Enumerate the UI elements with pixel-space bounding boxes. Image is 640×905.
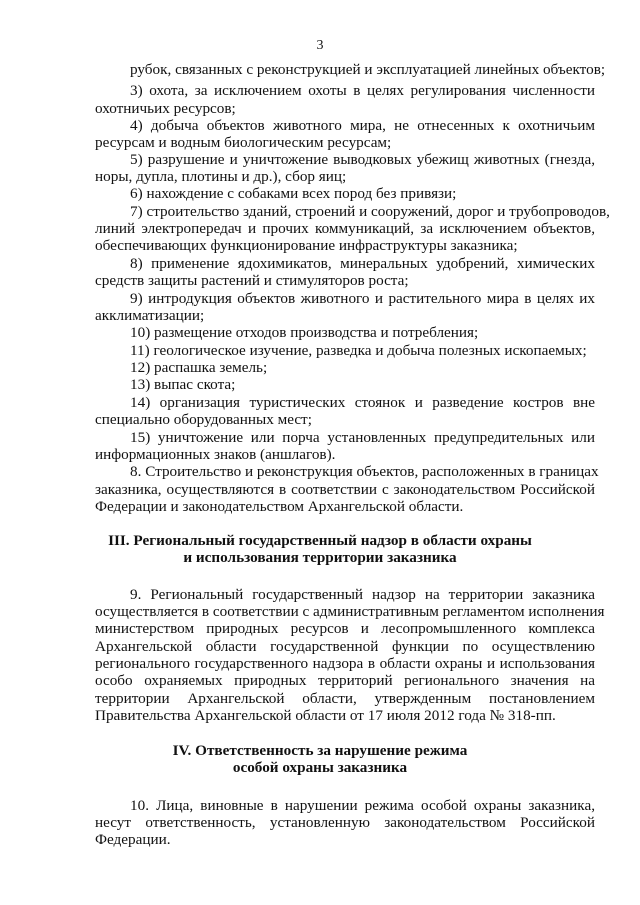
paragraph-line: Федерации и законодательством Архангельской области. xyxy=(95,498,464,515)
list-item: 4) добыча объектов животного мира, не отнесенных к охотничьим xyxy=(130,117,595,134)
paragraph-line: 8. Строительство и реконструкция объектов, расположенных в границах xyxy=(130,463,599,480)
list-item: 3) охота, за исключением охоты в целях регулирования численности xyxy=(130,82,595,99)
paragraph-line: 9. Региональный государственный надзор на территории заказника xyxy=(130,586,595,603)
list-item: 12) распашка земель; xyxy=(130,359,268,376)
list-item: 5) разрушение и уничтожение выводковых убежищ животных (гнезда, xyxy=(130,151,595,168)
text-line: средств защиты растений и стимуляторов роста; xyxy=(95,272,409,289)
paragraph-line: заказника, осуществляются в соответствии с законодательством Российской xyxy=(95,481,595,498)
list-item: 14) организация туристических стоянок и разведение костров вне xyxy=(130,394,595,411)
list-item: 13) выпас скота; xyxy=(130,376,236,393)
list-item: 9) интродукция объектов животного и растительного мира в целях их xyxy=(130,290,595,307)
list-item: 6) нахождение с собаками всех пород без привязи; xyxy=(130,185,457,202)
paragraph-line: несут ответственность, установленную законодательством Российской xyxy=(95,814,595,831)
page-number: 3 xyxy=(316,38,324,53)
list-item: 10) размещение отходов производства и потребления; xyxy=(130,324,479,341)
paragraph-line: министерством природных ресурсов и лесопромышленного комплекса xyxy=(95,620,595,637)
text-line: охотничьих ресурсов; xyxy=(95,100,236,117)
paragraph-line: территории Архангельской области, утвержденным постановлением xyxy=(95,690,595,707)
text-line: ресурсам и водным биологическим ресурсам; xyxy=(95,134,392,151)
paragraph-line: регионального государственного надзора в области охраны и использования xyxy=(95,655,595,672)
text-line: акклиматизации; xyxy=(95,307,205,324)
text-line: специально оборудованных мест; xyxy=(95,411,312,428)
paragraph-line: Федерации. xyxy=(95,831,171,848)
list-item: 15) уничтожение или порча установленных предупредительных или xyxy=(130,429,595,446)
text-line: обеспечивающих функционирование инфраструктуры заказника; xyxy=(95,237,518,254)
text-line: линий электропередач и прочих коммуникаций, за исключением объектов, xyxy=(95,220,595,237)
section-heading: III. Региональный государственный надзор в области охраны xyxy=(108,532,532,549)
paragraph-line: особо охраняемых природных территорий регионального значения на xyxy=(95,672,595,689)
list-item: 7) строительство зданий, строений и сооружений, дорог и трубопроводов, xyxy=(130,203,610,220)
paragraph-line: Правительства Архангельской области от 17 июля 2012 года № 318-пп. xyxy=(95,707,556,724)
paragraph-line: 10. Лица, виновные в нарушении режима особой охраны заказника, xyxy=(130,797,595,814)
paragraph-line: осуществляется в соответствии с административным регламентом исполнения xyxy=(95,603,605,620)
section-heading: особой охраны заказника xyxy=(232,759,408,776)
text-line: информационных знаков (аншлагов). xyxy=(95,446,336,463)
section-heading: и использования территории заказника xyxy=(183,549,457,566)
paragraph-line: Архангельской области государственной функции по осуществлению xyxy=(95,638,595,655)
text-line: рубок, связанных с реконструкцией и эксплуатацией линейных объектов; xyxy=(130,61,606,78)
section-heading: IV. Ответственность за нарушение режима xyxy=(172,742,468,759)
list-item: 11) геологическое изучение, разведка и добыча полезных ископаемых; xyxy=(130,342,587,359)
text-line: норы, дупла, плотины и др.), сбор яиц; xyxy=(95,168,347,185)
list-item: 8) применение ядохимикатов, минеральных удобрений, химических xyxy=(130,255,595,272)
